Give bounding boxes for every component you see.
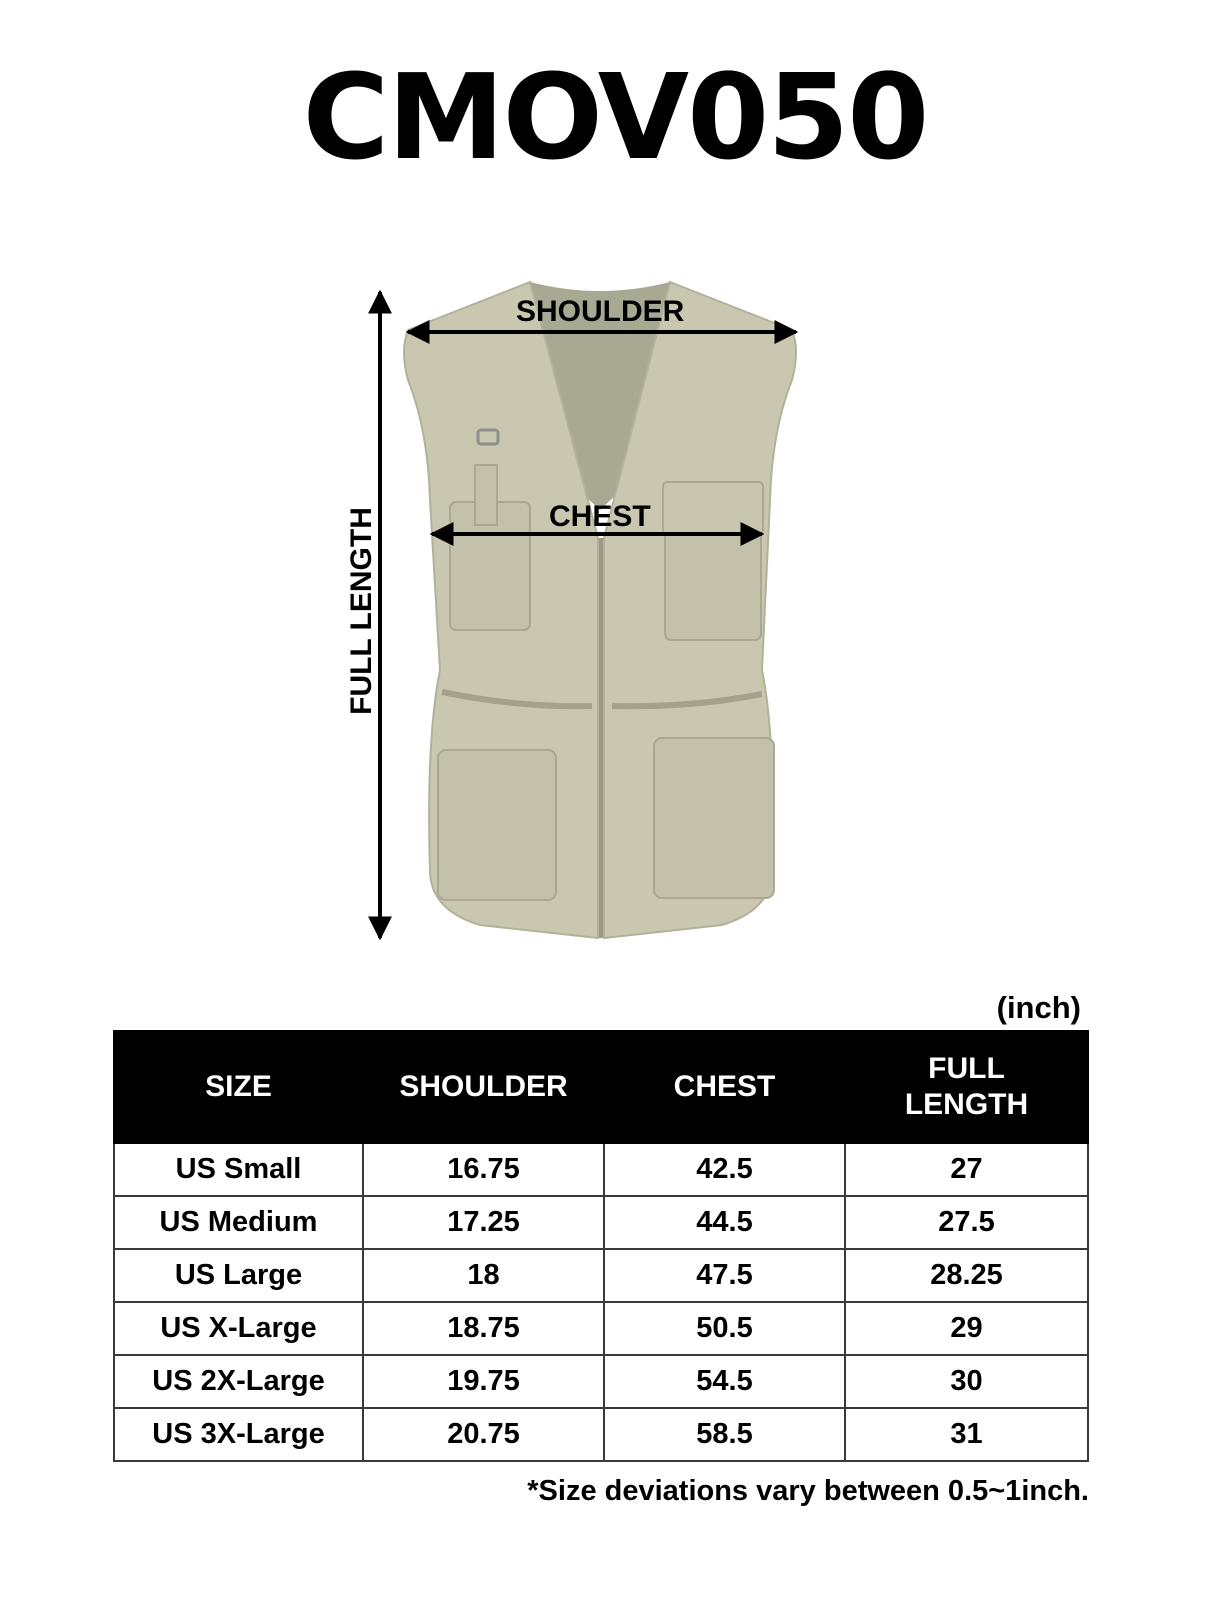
cell-chest: 50.5 <box>604 1302 845 1355</box>
header-chest: CHEST <box>604 1031 845 1143</box>
cell-shoulder: 18.75 <box>363 1302 604 1355</box>
cell-shoulder: 20.75 <box>363 1408 604 1461</box>
header-size: SIZE <box>114 1031 363 1143</box>
full-length-label: FULL LENGTH <box>345 507 378 715</box>
size-deviation-note: *Size deviations vary between 0.5~1inch. <box>527 1475 1089 1507</box>
size-chart-table <box>113 1030 1089 1462</box>
cell-full-length: 30 <box>845 1355 1088 1408</box>
table-row <box>114 1302 1088 1355</box>
cell-size: US 2X-Large <box>114 1355 363 1408</box>
cell-full-length: 31 <box>845 1408 1088 1461</box>
header-shoulder: SHOULDER <box>363 1031 604 1143</box>
cell-chest: 58.5 <box>604 1408 845 1461</box>
table-header-row <box>114 1031 1088 1143</box>
cell-size: US Small <box>114 1143 363 1196</box>
cell-size: US 3X-Large <box>114 1408 363 1461</box>
chest-label: CHEST <box>549 500 651 533</box>
cell-size: US X-Large <box>114 1302 363 1355</box>
table-row <box>114 1249 1088 1302</box>
cell-chest: 42.5 <box>604 1143 845 1196</box>
cell-full-length: 28.25 <box>845 1249 1088 1302</box>
header-full-length: FULL LENGTH <box>845 1031 1088 1143</box>
cell-full-length: 27 <box>845 1143 1088 1196</box>
table-row <box>114 1143 1088 1196</box>
cell-shoulder: 19.75 <box>363 1355 604 1408</box>
product-code-title: CMOV050 <box>302 48 928 186</box>
table-row <box>114 1355 1088 1408</box>
table-row <box>114 1408 1088 1461</box>
cell-chest: 54.5 <box>604 1355 845 1408</box>
cell-shoulder: 17.25 <box>363 1196 604 1249</box>
cell-size: US Medium <box>114 1196 363 1249</box>
shoulder-label: SHOULDER <box>516 295 685 328</box>
cell-size: US Large <box>114 1249 363 1302</box>
cell-chest: 47.5 <box>604 1249 845 1302</box>
cell-shoulder: 18 <box>363 1249 604 1302</box>
cell-full-length: 29 <box>845 1302 1088 1355</box>
vest-illustration <box>330 270 830 960</box>
cell-chest: 44.5 <box>604 1196 845 1249</box>
cell-full-length: 27.5 <box>845 1196 1088 1249</box>
table-row <box>114 1196 1088 1249</box>
vest-drawing <box>330 270 830 960</box>
cell-shoulder: 16.75 <box>363 1143 604 1196</box>
unit-label: (inch) <box>996 990 1081 1025</box>
